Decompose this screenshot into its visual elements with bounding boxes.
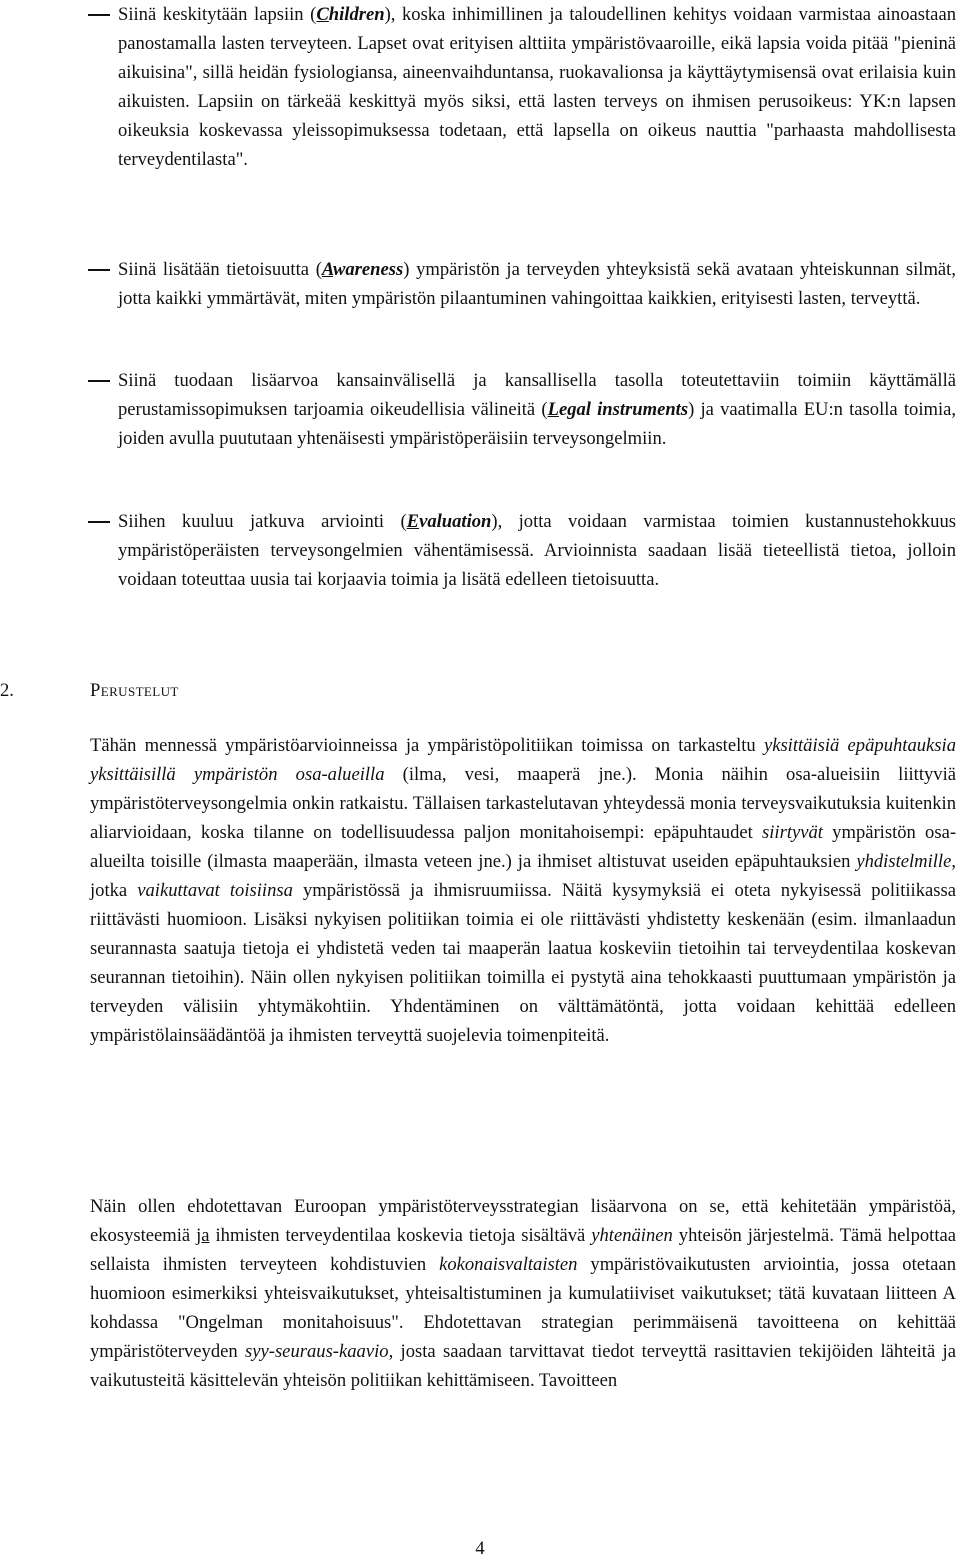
bullet-text-pre: Siinä keskitytään lapsiin ( bbox=[118, 4, 317, 25]
dash-bullet-icon bbox=[88, 521, 110, 523]
bullet-text-post: ), jotta voidaan varmistaa toimien kustannustehokkuus ympäristöperäisten terveysongelmien vähentämisessä. Arvioinnista saadaan lisää tieteellistä tietoa, jolloin voidaan toteuttaa uusia tai korjaavia toimia ja lisätä edelleen tietoisuutta. bbox=[118, 511, 956, 590]
bullet-text-post: ), koska inhimillinen ja taloudellinen kehitys voidaan varmistaa ainoastaan panostamalla lasten terveyteen. Lapset ovat erityisen alttiita ympäristövaaroille, eikä lapsia voida pitää "pieninä aikuisina", sillä heidän fysiologiansa, aineenvaihduntansa, ruokavalionsa ja käyttäytymisensä ovat erilaisia kuin aikuisten. Lapsiin on tärkeää keskittyä myös siksi, että lasten terveys on ihmisen perusoikeus: YK:n lapsen oikeuksia koskevassa yleissopimuksessa todetaan, että lapsella on oikeus nauttia "parhaasta mahdollisesta terveydentilasta". bbox=[118, 4, 956, 170]
paragraph-emphasis: yhtenäinen bbox=[591, 1225, 673, 1246]
dash-bullet-icon bbox=[88, 14, 110, 16]
bullet-text-pre: Siihen kuuluu jatkuva arviointi ( bbox=[118, 511, 407, 532]
body-paragraph-2 bbox=[90, 1192, 956, 1395]
bullet-term-initial: A bbox=[321, 259, 333, 280]
paragraph-text: , josta saadaan tarvittavat tiedot terveyttä rasittavien tekijöiden lähteitä ja vaikutusteitä käsittelevän yhteisön politiikan kehittämiseen. Tavoitteen bbox=[90, 1341, 956, 1391]
bullet-text bbox=[118, 366, 956, 453]
paragraph-text: Tähän mennessä ympäristöarvioinneissa ja ympäristöpolitiikan toimissa on tarkasteltu bbox=[90, 735, 764, 756]
paragraph-emphasis: yksittäisiä epäpuhtauksia yksittäisillä ympäristön osa-alueilla bbox=[90, 735, 956, 785]
paragraph-text: , jotka bbox=[90, 851, 956, 901]
bullet-term: Awareness bbox=[321, 259, 404, 280]
bullet-item-children bbox=[88, 0, 956, 174]
paragraph-underlined: ja bbox=[196, 1225, 210, 1246]
paragraph-emphasis: vaikuttavat toisiinsa bbox=[137, 880, 293, 901]
paragraph-text: ympäristön osa-alueilta toisille (ilmasta maaperään, ilmasta veteen jne.) ja ihmiset altistuvat useiden epäpuhtauksien bbox=[90, 822, 957, 872]
bullet-text-pre: Siinä lisätään tietoisuutta ( bbox=[118, 259, 322, 280]
bullet-text-pre: Siinä tuodaan lisäarvoa kansainvälisellä ja kansallisella tasolla toteutettaviin toimiin käyttämällä perustamissopimuksen tarjoamia oikeudellisia välineitä ( bbox=[118, 370, 956, 420]
bullet-term-initial: L bbox=[547, 399, 559, 420]
section-title: Perustelut bbox=[90, 680, 179, 701]
bullet-term: Children bbox=[316, 4, 385, 25]
bullet-text-post: ) ympäristön ja terveyden yhteyksistä sekä avataan yhteiskunnan silmät, jotta kaikki ymmärtävät, miten ympäristön pilaantuminen vahingoittaa kaikkien, erityisesti lasten, terveyttä. bbox=[118, 259, 956, 309]
bullet-text bbox=[118, 0, 956, 174]
paragraph-emphasis: syy-seuraus-kaavio bbox=[245, 1341, 389, 1362]
paragraph-text: ympäristössä ja ihmisruumiissa. Näitä kysymyksiä ei oteta nykyisessä politiikassa riittävästi huomioon. Lisäksi nykyisen politiikan toimia ei ole riittävästi yhdistetty keskenään (esim. ilmanlaadun seurannasta saatuja tietoja ei yhdistetä veden tai maaperän laatua koskeviin tietoihin tai terveydentilaa koskevan seurannan tietoihin). Näin ollen nykyisen politiikan toimilla ei pystytä aina tehokkaasti puuttumaan ympäristön ja terveyden välisiin yhtymäkohtiin. Yhdentäminen on välttämätöntä, jotta voidaan kehittää edelleen ympäristölainsäädäntöä ja ihmisten terveyttä suojelevia toimenpiteitä. bbox=[90, 880, 956, 1046]
page-number: 4 bbox=[475, 1538, 485, 1559]
paragraph-text: Näin ollen ehdotettavan Euroopan ympäristöterveysstrategian lisäarvona on se, että kehitetään ympäristöä, ekosysteemiä bbox=[90, 1196, 956, 1246]
paragraph-text: ympäristövaikutusten arviointia, jossa otetaan huomioon esimerkiksi yhteisvaikutukset, yhteisaltistuminen ja kumulatiiviset vaikutukset; tätä kuvataan liitteen A kohdassa "Ongelman monitahoisuus". Ehdotettavan strategian perimmäisenä tavoitteena on kehittää ympäristöterveyden bbox=[90, 1254, 956, 1362]
bullet-text-post: ) ja vaatimalla EU:n tasolla toimia, joiden avulla puututaan yhtenäisesti ympäristöperäisiin terveysongelmiin. bbox=[118, 399, 957, 449]
paragraph-emphasis: yhdistelmille bbox=[856, 851, 952, 872]
paragraph-emphasis: kokonaisvaltaisten bbox=[439, 1254, 578, 1275]
dash-bullet-icon bbox=[88, 269, 110, 271]
body-paragraph-1 bbox=[90, 731, 956, 1050]
paragraph-text: yhteisön järjestelmä. Tämä helpottaa sellaista ihmisten terveyteen kohdistuvien bbox=[90, 1225, 957, 1275]
bullet-text bbox=[118, 507, 956, 594]
paragraph-text: (ilma, vesi, maaperä jne.). Monia näihin osa-alueisiin liittyviä ympäristöterveysongelmia onkin ratkaistu. Tällaisen tarkastelutavan yhteydessä monia terveysvaikutuksia kuitenkin aliarvioidaan, koska tilanne on todellisuudessa paljon monitahoisempi: epäpuhtaudet bbox=[90, 764, 957, 843]
paragraph-emphasis: siirtyvät bbox=[762, 822, 823, 843]
bullet-term-initial: E bbox=[406, 511, 420, 532]
bullet-item-evaluation bbox=[88, 507, 956, 594]
dash-bullet-icon bbox=[88, 380, 110, 382]
bullet-text bbox=[118, 255, 956, 313]
bullet-item-awareness bbox=[88, 255, 956, 313]
paragraph-text: ihmisten terveydentilaa koskevia tietoja sisältävä bbox=[209, 1225, 592, 1246]
section-number: 2. bbox=[0, 680, 14, 701]
bullet-item-legal-instruments bbox=[88, 366, 956, 453]
bullet-term-initial: C bbox=[316, 4, 329, 25]
bullet-term: Evaluation bbox=[406, 511, 492, 532]
bullet-term: Legal instruments bbox=[547, 399, 689, 420]
